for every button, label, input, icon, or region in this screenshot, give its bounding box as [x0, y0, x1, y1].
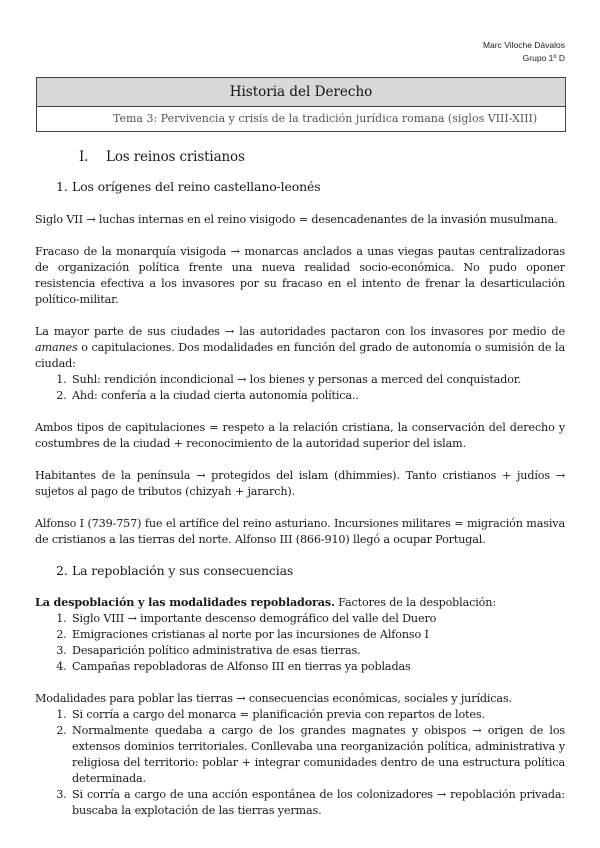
subsection-number: 1.	[56, 179, 68, 194]
subsection-heading-1	[56, 178, 565, 196]
subsection-title: Los orígenes del reino castellano-leonés	[72, 179, 321, 194]
paragraph-fracaso: Fracaso de la monarquía visigoda → monarcas anclados a unas viegas pautas centralizadoras de organización política frente una nueva realidad socio-económica. No pudo oponer resistencia efectiva a los invasores por su fracaso en el intento de frenar la desarticulación político-militar.	[35, 245, 565, 306]
section-title: Los reinos cristianos	[106, 149, 245, 165]
document-subtitle: Tema 3: Pervivencia y crisis de la tradición jurídica romana (siglos VIII-XIII)	[113, 112, 538, 125]
list-item: 1. Suhl: rendición incondicional → los bienes y personas a merced del conquistador.	[70, 372, 565, 388]
document-body	[35, 146, 565, 819]
bold-heading: La despoblación y las modalidades repobladoras.	[35, 595, 335, 609]
list-item: 3. Desaparición político administrativa de esas tierras.	[70, 643, 565, 659]
modalidades-list	[35, 707, 565, 819]
list-item: 1. Siglo VIII → importante descenso demográfico del valle del Duero	[70, 611, 565, 627]
despoblacion-list	[35, 611, 565, 675]
subsection-title: La repoblación y sus consecuencias	[72, 563, 294, 578]
list-item: 2. Ahd: confería a la ciudad cierta autonomía política..	[70, 388, 565, 404]
section-heading-1	[79, 146, 565, 168]
list-item: 2. Emigraciones cristianas al norte por las incursiones de Alfonso I	[70, 627, 565, 643]
subsection-number: 2.	[56, 563, 68, 578]
list-item: 2. Normalmente quedaba a cargo de los grandes magnates y obispos → origen de los extensos dominios territoriales. Conllevaba una reorganización política, administrativa y religiosa del territorio: poblar + integrar comunidades dentro de una estructura política determinada.	[70, 723, 565, 787]
paragraph-capitulaciones: Ambos tipos de capitulaciones = respeto a la relación cristiana, la conservación del derecho y costumbres de la ciudad + reconocimiento de la autoridad superior del islam.	[35, 421, 565, 450]
term-amanes: amanes	[35, 341, 78, 354]
title-box	[36, 77, 566, 132]
author-name: Marc Viloche Dávalos	[482, 40, 565, 50]
list-item: 1. Si corría a cargo del monarca = planificación previa con repartos de lotes.	[70, 707, 565, 723]
paragraph-siglo-vii: Siglo VII → luchas internas en el reino visigodo = desencadenantes de la invasión musulmana.	[35, 213, 558, 226]
paragraph-despoblacion: La despoblación y las modalidades repobladoras. Factores de la despoblación:	[35, 595, 496, 609]
paragraph-modalidades: Modalidades para poblar las tierras → consecuencias económicas, sociales y jurídicas.	[35, 692, 512, 705]
capitulaciones-list	[35, 372, 565, 404]
list-item: 4. Campañas repobladoras de Alfonso III en tierras ya pobladas	[70, 659, 565, 675]
paragraph-ciudades: La mayor parte de sus ciudades → las autoridades pactaron con los invasores por medio de amanes o capitulaciones. Dos modalidades en función del grado de autonomía o sumisión de la ciudad:	[35, 325, 565, 370]
section-number: I.	[79, 149, 89, 165]
author-info	[483, 39, 565, 65]
document-title: Historia del Derecho	[37, 78, 565, 107]
list-item: 3. Si corría a cargo de una acción espontánea de los colonizadores → repoblación privada: buscaba la explotación de las tierras yermas.	[70, 787, 565, 819]
paragraph-habitantes: Habitantes de la península → protegidos del islam (dhimmies). Tanto cristianos + judíos → sujetos al pago de tributos (chizyah + jararch).	[35, 469, 565, 498]
author-group: Grupo 1º D	[522, 53, 565, 63]
paragraph-alfonso: Alfonso I (739-757) fue el artífice del reino asturiano. Incursiones militares = migración masiva de cristianos a las tierras del norte. Alfonso III (866-910) llegó a ocupar Portugal.	[35, 517, 565, 546]
subsection-heading-2	[56, 562, 565, 580]
